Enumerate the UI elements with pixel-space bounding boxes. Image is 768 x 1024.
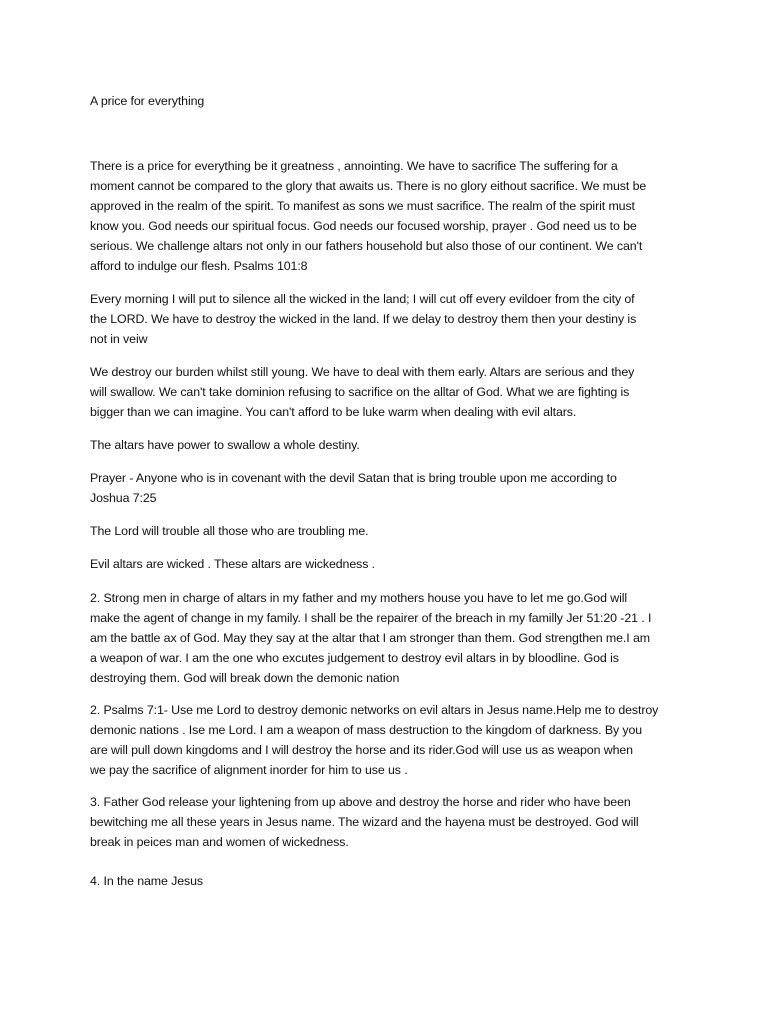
paragraph-line: break in peices man and women of wickedness. [90,834,349,849]
paragraph-line: The altars have power to swallow a whole destiny. [90,438,360,452]
paragraph-line: demonic nations . Ise me Lord. I am a weapon of mass destruction to the kingdom of darkness. By you [90,722,643,737]
paragraph-line: are will pull down kingdoms and I will destroy the horse and its rider.God will use us as weapon when [90,742,633,757]
paragraph-line: serious. We challenge altars not only in our fathers household but also those of our continent. We can't [90,238,643,253]
paragraph-evil-altars [90,555,685,575]
paragraph-line: There is a price for everything be it greatness , annointing. We have to sacrifice The suffering for a [90,159,618,173]
paragraph-line: We destroy our burden whilst still young. We have to deal with them early. Altars are serious and they [90,365,635,379]
paragraph-line: bigger than we can imagine. You can't afford to be luke warm when dealing with evil altars. [90,404,577,419]
paragraph-line: afford to indulge our flesh. Psalms 101:8 [90,258,308,273]
paragraph-line: 2. Strong men in charge of altars in my father and my mothers house you have to let me go.God will [90,591,628,605]
paragraph-line: destroying them. God will break down the demonic nation [90,670,400,685]
paragraph-line: approved in the realm of the spirit. To manifest as sons we must sacrifice. The realm of the spirit must [90,198,635,213]
paragraph-item-2-psalms [90,701,685,781]
paragraph-line: bewitching me all these years in Jesus name. The wizard and the hayena must be destroyed. God will [90,814,639,829]
paragraph-sacrifice-intro [90,157,685,276]
paragraph-line: am the battle ax of God. May they say at the altar that I am stronger than them. God strengthen me.I am [90,630,650,645]
paragraph-prayer [90,469,685,509]
paragraph-line: Evil altars are wicked . These altars are wickedness . [90,557,375,571]
paragraph-item-4 [90,872,685,892]
paragraph-item-3-father-god [90,793,685,853]
paragraph-line: will swallow. We can't take dominion refusing to sacrifice on the alltar of God. What we are fighting is [90,384,630,399]
paragraph-line: The Lord will trouble all those who are troubling me. [90,524,369,538]
paragraph-destroy-burden [90,363,685,423]
document-title: A price for everything [90,94,205,108]
paragraph-line: we pay the sacrifice of alignment inorder for him to use us . [90,762,408,777]
paragraph-line: not in veiw [90,331,148,346]
paragraph-altars-power [90,436,685,456]
paragraph-line: the LORD. We have to destroy the wicked in the land. If we delay to destroy them then your destiny is [90,311,637,326]
paragraph-line: 2. Psalms 7:1- Use me Lord to destroy demonic networks on evil altars in Jesus name.Help me to destroy [90,703,659,717]
paragraph-line: a weapon of war. I am the one who excutes judgement to destroy evil altars in by bloodline. God is [90,650,619,665]
paragraph-line: Every morning I will put to silence all the wicked in the land; I will cut off every evildoer from the city of [90,292,635,306]
paragraph-item-2-strong-men [90,589,685,689]
paragraph-line: Joshua 7:25 [90,490,157,505]
paragraph-line: 4. In the name Jesus [90,874,204,888]
paragraph-line: know you. God needs our spiritual focus. God needs our focused worship, prayer . God need us to be [90,218,637,233]
paragraph-line: 3. Father God release your lightening from up above and destroy the horse and rider who have been [90,795,631,809]
paragraph-line: Prayer - Anyone who is in covenant with the devil Satan that is bring trouble upon me according to [90,471,617,485]
paragraph-lord-will-trouble [90,522,685,542]
paragraph-line: moment cannot be compared to the glory that awaits us. There is no glory eithout sacrifice. We must be [90,178,647,193]
paragraph-line: make the agent of change in my family. I shall be the repairer of the breach in my familly Jer 51:20 -21 . I [90,610,652,625]
paragraph-every-morning [90,290,685,350]
